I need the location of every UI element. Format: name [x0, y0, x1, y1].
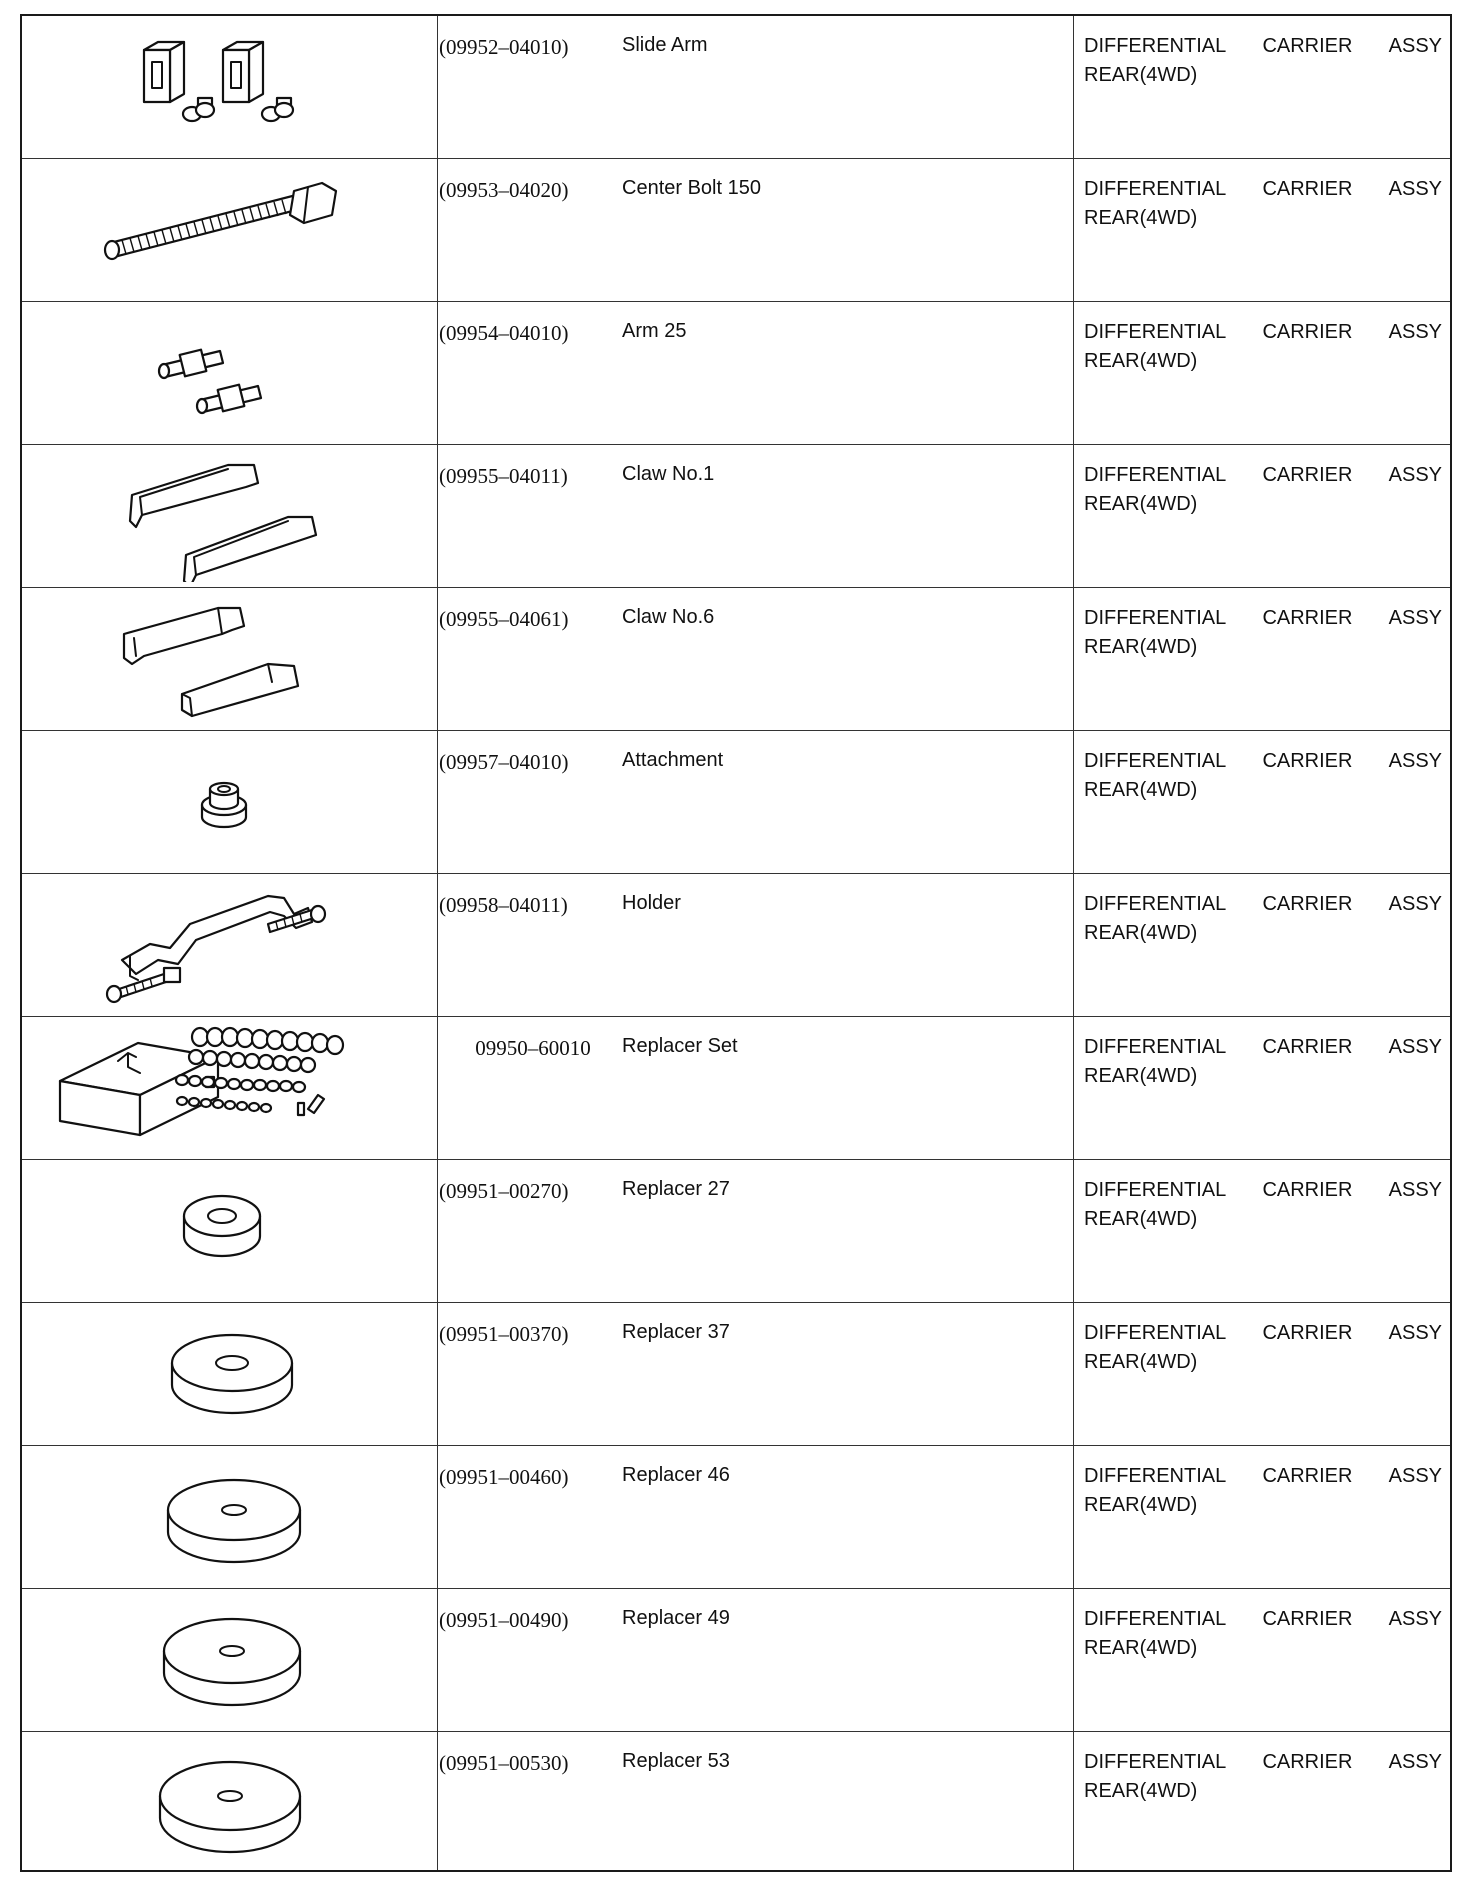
- replacer-icon: [32, 1452, 432, 1583]
- tool-name: Replacer 46: [622, 1464, 730, 1486]
- usage-line-2: REAR(4WD): [1084, 636, 1198, 658]
- arm-icon: [32, 308, 432, 439]
- usage-word: ASSY: [1388, 178, 1442, 200]
- part-number: (09951–00530): [439, 1751, 569, 1775]
- usage-description: [1084, 1321, 1442, 1379]
- part-number: (09951–00370): [439, 1322, 569, 1346]
- tool-name: Slide Arm: [622, 34, 708, 56]
- part-number: (09952–04010): [439, 35, 569, 59]
- usage-word: DIFFERENTIAL: [1084, 1751, 1227, 1773]
- usage-description: [1084, 463, 1442, 521]
- table-row: [22, 302, 1450, 445]
- holder-icon: [32, 880, 432, 1011]
- usage-description: [1084, 1750, 1442, 1808]
- part-number: (09953–04020): [439, 178, 569, 202]
- usage-word: CARRIER: [1262, 464, 1353, 486]
- usage-word: ASSY: [1388, 607, 1442, 629]
- usage-line-2: REAR(4WD): [1084, 1065, 1198, 1087]
- usage-word: ASSY: [1388, 750, 1442, 772]
- usage-description: [1084, 177, 1442, 235]
- table-row: [22, 1732, 1450, 1875]
- usage-word: CARRIER: [1262, 1179, 1353, 1201]
- usage-word: CARRIER: [1262, 1608, 1353, 1630]
- part-number: (09958–04011): [439, 893, 568, 917]
- tool-name: Attachment: [622, 749, 724, 771]
- usage-description: [1084, 1035, 1442, 1093]
- usage-description: [1084, 1464, 1442, 1522]
- part-number: 09950–60010: [475, 1036, 591, 1060]
- usage-word: DIFFERENTIAL: [1084, 35, 1227, 57]
- claw-icon: [32, 594, 432, 725]
- usage-word: CARRIER: [1262, 178, 1353, 200]
- usage-word: ASSY: [1388, 1322, 1442, 1344]
- usage-word: DIFFERENTIAL: [1084, 1608, 1227, 1630]
- usage-word: CARRIER: [1262, 1036, 1353, 1058]
- usage-word: DIFFERENTIAL: [1084, 321, 1227, 343]
- usage-word: CARRIER: [1262, 893, 1353, 915]
- usage-word: ASSY: [1388, 1465, 1442, 1487]
- part-number: (09951–00460): [439, 1465, 569, 1489]
- part-number: (09951–00490): [439, 1608, 569, 1632]
- usage-line-2: REAR(4WD): [1084, 1208, 1198, 1230]
- usage-word: ASSY: [1388, 1608, 1442, 1630]
- usage-word: DIFFERENTIAL: [1084, 1322, 1227, 1344]
- usage-word: DIFFERENTIAL: [1084, 607, 1227, 629]
- table-row: [22, 588, 1450, 731]
- tool-name: Claw No.1: [622, 463, 715, 485]
- usage-line-2: REAR(4WD): [1084, 207, 1198, 229]
- usage-word: CARRIER: [1262, 35, 1353, 57]
- replacer-icon: [32, 1738, 432, 1869]
- tool-name: Holder: [622, 892, 681, 914]
- usage-description: [1084, 1607, 1442, 1665]
- claw-icon: [32, 451, 432, 582]
- tool-name: Replacer 53: [622, 1750, 730, 1772]
- part-number: (09957–04010): [439, 750, 569, 774]
- replacer-icon: [32, 1309, 432, 1440]
- usage-word: ASSY: [1388, 1751, 1442, 1773]
- usage-word: ASSY: [1388, 464, 1442, 486]
- usage-description: [1084, 606, 1442, 664]
- usage-word: DIFFERENTIAL: [1084, 178, 1227, 200]
- part-number: (09955–04061): [439, 607, 569, 631]
- usage-word: DIFFERENTIAL: [1084, 1179, 1227, 1201]
- usage-line-2: REAR(4WD): [1084, 350, 1198, 372]
- table-row: [22, 874, 1450, 1017]
- usage-word: DIFFERENTIAL: [1084, 750, 1227, 772]
- usage-word: CARRIER: [1262, 321, 1353, 343]
- tool-name: Replacer 27: [622, 1178, 730, 1200]
- tool-name: Arm 25: [622, 320, 687, 342]
- tool-name: Center Bolt 150: [622, 177, 761, 199]
- usage-word: CARRIER: [1262, 607, 1353, 629]
- usage-line-2: REAR(4WD): [1084, 1494, 1198, 1516]
- usage-word: CARRIER: [1262, 1322, 1353, 1344]
- table-row: [22, 445, 1450, 588]
- tool-name: Replacer 37: [622, 1321, 730, 1343]
- usage-word: DIFFERENTIAL: [1084, 1465, 1227, 1487]
- usage-description: [1084, 1178, 1442, 1236]
- usage-word: CARRIER: [1262, 1751, 1353, 1773]
- usage-word: ASSY: [1388, 1179, 1442, 1201]
- usage-description: [1084, 320, 1442, 378]
- usage-line-2: REAR(4WD): [1084, 1780, 1198, 1802]
- part-number: (09951–00270): [439, 1179, 569, 1203]
- usage-line-2: REAR(4WD): [1084, 922, 1198, 944]
- table-row: [22, 1589, 1450, 1732]
- usage-word: ASSY: [1388, 35, 1442, 57]
- usage-line-2: REAR(4WD): [1084, 779, 1198, 801]
- usage-line-2: REAR(4WD): [1084, 1637, 1198, 1659]
- table-row: [22, 1160, 1450, 1303]
- usage-word: CARRIER: [1262, 750, 1353, 772]
- tool-name: Replacer Set: [622, 1035, 738, 1057]
- tool-name: Replacer 49: [622, 1607, 730, 1629]
- tool-name: Claw No.6: [622, 606, 715, 628]
- slide-arm-icon: [32, 22, 432, 153]
- attachment-icon: [32, 737, 432, 868]
- table-row: [22, 1017, 1450, 1160]
- usage-line-2: REAR(4WD): [1084, 1351, 1198, 1373]
- table-row: [22, 159, 1450, 302]
- usage-line-2: REAR(4WD): [1084, 493, 1198, 515]
- usage-line-2: REAR(4WD): [1084, 64, 1198, 86]
- replacer-icon: [32, 1166, 432, 1297]
- replacer-icon: [32, 1595, 432, 1726]
- usage-word: DIFFERENTIAL: [1084, 1036, 1227, 1058]
- table-row: [22, 1303, 1450, 1446]
- usage-word: ASSY: [1388, 893, 1442, 915]
- special-service-tools-table: [20, 14, 1452, 1872]
- usage-description: [1084, 749, 1442, 807]
- table-row: [22, 1446, 1450, 1589]
- center-bolt-icon: [32, 165, 432, 296]
- usage-description: [1084, 34, 1442, 92]
- usage-word: ASSY: [1388, 321, 1442, 343]
- usage-word: ASSY: [1388, 1036, 1442, 1058]
- usage-word: DIFFERENTIAL: [1084, 464, 1227, 486]
- part-number: (09955–04011): [439, 464, 568, 488]
- replacer-set-icon: [32, 1023, 432, 1154]
- usage-word: DIFFERENTIAL: [1084, 893, 1227, 915]
- table-row: [22, 731, 1450, 874]
- part-number: (09954–04010): [439, 321, 569, 345]
- usage-word: CARRIER: [1262, 1465, 1353, 1487]
- table-row: [22, 16, 1450, 159]
- usage-description: [1084, 892, 1442, 950]
